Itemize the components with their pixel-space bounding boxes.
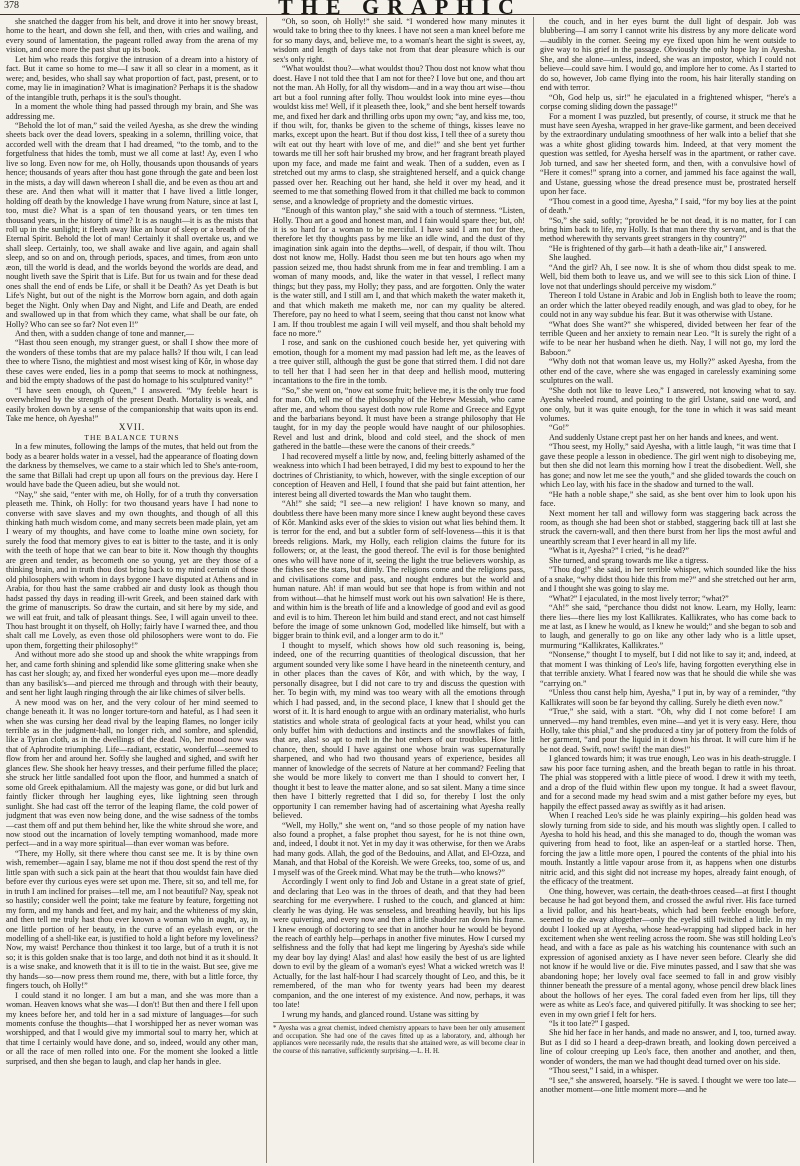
footnote: * Ayesha was a great chemist, indeed chemistry appears to have been her only amusement and occupation. She had one of the caves fitted up as a laboratory, and, although her appliances were necessarily rude, the results that she attained were, as will become clear in the course of this narrative, sufficiently surprising.—L. H. H.	[273, 1022, 525, 1055]
paragraph: the couch, and in her eyes burnt the dull light of despair. Job was blubbering—I am sorry I cannot write his distress by any more delicate word—audibly in the corner. Seeing my eye fixed upon him he went outside to give way to his grief in the passage. Obviously the only hope lay in Ayesha. She, and she alone—unless, indeed, she was an impostor, which I could not believe—could save him. I would go, and implore her to come. As I started to do so, however, Job came flying into the room, his hair literally standing on end with terror.	[540, 17, 796, 93]
paragraph: A new mood was on her, and the very colour of her mind seemed to change beneath it. It was no longer torture-torn and hateful, as I had seen it when she was cursing her dead rival by the leaping flames, no longer icily terrible as in the judgment-hall, no longer rich, and sombre, and splendid, like a Tyrian cloth, as in the dwellings of the dead. No, her mood now was that of Aphrodite triumphing. Life—radiant, ecstatic, wonderful—seemed to flow from her and around her. Softly she laughed and sighed, and swift her glances flew. She shook her heavy tresses, and their perfume filled the place; she struck her little sandalled foot upon the floor, and hummed a snatch of some old Greek epithalamium. All the majesty was gone, or did but lurk and faintly flicker through her laughing eyes, like lightning seen through sunlight. She had cast off the terror of the leaping flame, the cold power of judgment that was even now being done, and the wise sadness of the tombs—cast them off and put them behind her, like the white shroud she wore, and now stood out the incarnation of lovely tempting womanhood, made more perfect—and in a way more spiritual—than ever woman was before.	[6, 697, 258, 849]
paragraph: I wrung my hands, and glanced round. Ustane was sitting by	[282, 1009, 479, 1019]
paragraph: She turned, and sprang towards me like a tigress.	[549, 555, 709, 565]
paragraph: “Ah!” she said; “I see—a new religion! I have known so many, and doubtless there have been many more since I knew aught beyond these caves of Kôr. Mankind asks ever of the skies to vision out what lies behind them. It is terror for the end, and but a subtler form of self-loveness—this it is that breeds religions. Mark, my Holly, each religion claims the future for its followers; or, at the least, the good thereof. The evil is for those benighted ones who will have none of it, seeing the light the true believers worship, as the fishes see the stars, but dimly. The religions come and the religions pass, and civilisations come and pass, and nought endures but the world and human nature. Ah! if man would but see that hope is from within and not from without—that he himself must work out his own salvation! He is there, and within him is the breath of life and a knowledge of good and evil as good and evil is to him. Thereon let him build and stand erect, and not cast himself before the image of some unknown God, modelled like himself, but with a bigger brain to think evil, and a longer arm to do it.”	[273, 499, 525, 641]
paragraph: “What?” I ejaculated, in the most lively terror; “what?”	[549, 593, 729, 603]
paragraph: “Oh, God help us, sir!” he ejaculated in a frightened whisper, “here's a corpse coming sliding down the passage!”	[540, 92, 796, 112]
paragraph: “Oh, so soon, oh Holly!” she said. “I wondered how many minutes it would take to bring thee to thy knees. I have not seen a man kneel before me for so many days, and, believe me, to a woman's heart the sight is sweet, ay, wisdom and length of days take not from that dear pleasure which is our sex's only right.	[273, 17, 525, 64]
paragraph: “Nonsense,” thought I to myself, but I did not like to say it; and, indeed, at that moment I was thinking of Leo's life, having forgotten everything else in that terrible anxiety. What I feared now was that he should die while she was “carrying on.”	[540, 650, 796, 688]
paragraph: Next moment her tall and willowy form was staggering back across the room, as though she had been shot or stabbed, staggering back till at last she struck the cavern-wall, and then there burst from her lips the most awful and unearthly scream that I ever heard in all my life.	[540, 508, 796, 546]
paragraph: “Thou dog!” she said, in her terrible whisper, which sounded like the hiss of a snake, “why didst thou hide this from me?” and she stretched out her arm, and I thought she was going to slay me.	[540, 565, 796, 594]
column-right-text	[540, 17, 796, 1095]
paragraph: “Thou seest,” I said, in a whisper.	[549, 1066, 659, 1076]
column-rule	[533, 17, 534, 1163]
paragraph: “Why doth not that woman leave us, my Holly?” asked Ayesha, from the other end of the cave, where she was engaged in carelessly examining some sculptures on the wall.	[540, 357, 796, 386]
column-left	[6, 17, 258, 1163]
paragraph: In a few minutes, following the lamps of the mutes, that held out from the body as a bearer holds water in a vessel, had the appearance of floating down the darkness by themselves, we came to a stair which led to She's ante-room, the same that Billali had crept up upon all fours on the previous day. Here I would have bade the Queen adieu, but she would not.	[6, 442, 258, 490]
page-header	[0, 0, 800, 19]
paragraph: “There, my Holly, sit there where thou canst see me. It is by thine own wish, remember—again I say, blame me not if thou dost spend the rest of thy little span with such a sick pain at the heart that thou wouldst fain have died before ever thy curious eyes were set upon me. There, sit so, and tell me, for in truth I am inclined for praises—tell me, am I not beautiful? Nay, speak not so hastily; consider well the point; take me feature by feature, forgetting not my form, and my hands and feet, and my hair, and the whiteness of my skin, and then tell me truly hast thou ever known a woman who in aught, ay, in one little portion of her beauty, in the curve of an eyelash even, or the modelling of a shell-like ear, is justified to hold a light before my loveliness? Now, my waist! Perchance thou thinkest it too large, but of a truth it is not so; it is this golden snake that is too large, and doth not bind it as it should. It is a wise snake, and knoweth that it is ill to tie in the waist. But see, give me thy hands—so—now press them round me, there, with but a little force, thy fingers touch, oh Holly!”	[6, 848, 258, 991]
paragraph: In a moment the whole thing had passed through my brain, and She was addressing me.	[6, 102, 258, 121]
paragraph: “Go!”	[549, 423, 569, 433]
page-number: 378	[4, 0, 19, 11]
paragraph: “Unless thou canst help him, Ayesha,” I put in, by way of a reminder, “thy Kallikrates will soon be far beyond thy calling. Surely he dieth even now.”	[540, 688, 796, 707]
paragraph: “True,” she said, with a start. “Oh, why did I not come before! I am unnerved—my hand trembles, even mine—and yet it is very easy. Here, thou Holly, take this phial,” and she produced a tiny jar of pottery from the folds of her garment, “and pour the liquid in it down his throat. It will cure him if he be not dead. Swift, now! swift! the man dies!”	[540, 707, 796, 754]
paragraph: “So,” she said, softly; “provided he be not dead, it is no matter, for I can bring him back to life, my Holly. Is that man there thy servant, and is that the method wherewith thy servants greet strangers in thy country?”	[540, 215, 796, 244]
chapter-title: THE BALANCE TURNS	[84, 432, 180, 442]
paragraph: she snatched the dagger from his belt, and drove it into her snowy breast, home to the heart, and down she fell, and then, with cries and wailing, and every sound of lamentation, the pageant rolled away from the arena of my vision, and once more the past shut up its book.	[6, 17, 258, 55]
paragraph: “What does She want?” she whispered, divided between her fear of the terrible Queen and her anxiety to remain near Leo. “It is surely the right of a wife to be near her husband when he dieth. Nay, I will not go, my lord the Baboon.”	[540, 319, 796, 357]
paragraph: I rose, and sank on the cushioned couch beside her, yet quivering with emotion, though for a moment my mad passion had left me, as the leaves of a tree quiver still, although the gust be gone that stirred them. I did not dare to tell her that I had seen her in that deep and hellish mood, muttering incantations to the fire in the tomb.	[273, 338, 525, 386]
paragraph: “Behold the lot of man,” said the veiled Ayesha, as she drew the winding sheets back over the dead lovers, speaking in a solemn, thrilling voice, that accorded well with the dream that I had dreamed, “to the tomb, and to the forgetfulness that hides the tomb, must we all come at last! Ay, even I who live so long. Even now for me, oh Holly, thousands upon thousands of years hence; thousands of years after thou hast gone through the gate and been lost in the mists, a day will dawn whereon I shall die, and be even as thou art and these are. And then what will it matter that I have lived a little longer, holding off death by the knowledge I have wrung from Nature, since at last I, too, must die? What is a span of ten thousand years, or ten times ten thousand years, in the history of time? It is as naught—it is as the mists that roll up in the sunlight; it fleeth away like an hour of sleep or a breath of the Eternal Spirit. Behold the lot of man! Certainly it shall overtake us, and we shall sleep. Certainly, too, we shall awake and live again, and again shall sleep, and so on and on, through periods, spaces, and times, from æon unto æon, till the world is dead, and the worlds beyond the worlds are dead, and nought liveth save the Spirit that is Life. But for us twain and for these dead ones shall the end of ends be Life, or shall it be Death? As yet Death is but Life's Night, but out of the night is the Morrow born again, and doth again beget the Night. Only when Day and Night, and Life and Death, are ended and swallowed up in that from which they came, what shall be our fate, oh Holly? Who can see so far? Not even I!”	[6, 120, 258, 329]
paragraph: I thought to myself, which shows how old such reasoning is, being, indeed, one of the recurring quantities of theological discussion, that her argument sounded very like some I have heard in the nineteenth century, and in other places than the caves of Kôr, and with which, by the way, I personally disagree, but I did not care to try and discuss the question with her. To begin with, my mind was too weary with all the emotions through which I had passed, and, in the second place, I knew that I should get the worst of it. It is hard enough to argue with an ordinary materialist, who hurls statistics and whole strata of geological facts at your head, whilst you can only buffet him with deductions and instincts and the snowflakes of faith, that are, alas! so apt to melt in the hot embers of our troubles. How little chance, then, should I have against one whose brain was supernaturally sharpened, and who had two thousand years of experience, besides all manner of knowledge of the secrets of Nature at her command? Feeling that she would be more likely to convert me than I should to convert her, I thought it best to leave the matter alone, and so sat silent. Many a time since then have I bitterly regretted that I did so, for thereby I lost the only opportunity I can remember having had of ascertaining what Ayesha really believed.	[273, 640, 525, 821]
paragraph: “He hath a noble shape,” she said, as she bent over him to look upon his face.	[540, 489, 796, 509]
paragraph: “Well, my Holly,” she went on, “and so those people of my nation have also found a prophet, a false prophet thou sayest, for he is not thine own, and, indeed, I doubt it not. Yet in my day it was otherwise, for then we Arabs had many gods. Allah, the god of the Bedouins, and Allat, and El-Ozza, and Manah, and that Hobal of the Koreish. We were Greeks, too, some of us, and I myself was of the Greek mind. What may be the truth—who knows?”	[273, 820, 525, 877]
paragraph: “And the girl? Ah, I see now. It is she of whom thou didst speak to me. Well, bid them both to leave us, and we will see to this sick Lion of thine. I love not that underlings should perceive my wisdom.”	[540, 262, 796, 291]
column-left-bottom-text	[6, 442, 258, 1066]
column-middle-text	[273, 17, 525, 1019]
paragraph: Accordingly I went only to find Job and Ustane in a great state of grief, and declaring that Leo was in the throes of death, and that they had been searching for me everywhere. I rushed to the couch, and glanced at him: clearly he was dying. He was senseless, and breathing heavily, but his lips were quivering, and every now and then a little shudder ran down his frame. I knew enough of doctoring to see that in another hour he would be beyond the reach of earthly help—perhaps in another five minutes. How I cursed my selfishness and the folly that had kept me lingering by Ayesha's side while my dear boy lay dying! Alas! and alas! how easily the best of us are lighted down to evil by the gleam of a woman's eyes! What a wicked wretch was I! Actually, for the last half-hour I had scarcely thought of Leo, and this, be it remembered, of the man who for twenty years had been my dearest companion, and the one interest of my existence. And now, perhaps, it was too late!	[273, 877, 525, 1010]
masthead: THE GRAPHIC	[278, 0, 522, 19]
column-right	[540, 17, 796, 1163]
paragraph: “So,” she went on, “now eat some fruit; believe me, it is the only true food for man. Oh, tell me of the philosophy of the Hebrew Messiah, who came after me, and whom thou sayest doth now rule Rome and Greece and Egypt and the barbarians beyond. It must have been a strange philosophy that He taught, for in my day the people would have naught of our philosophies. Revel and lust and drink, blood and cold steel, and the shock of men gathered in the battle—these were the canons of their creeds.”	[273, 385, 525, 452]
chapter-number: XVII.	[118, 422, 146, 433]
paragraph: Thereon I told Ustane in Arabic and Job in English both to leave the room; an order which the latter obeyed readily enough, and was glad to obey, for he could not in any way subdue his fear. But it was otherwise with Ustane.	[540, 291, 796, 320]
paragraph: “Is it too late?” I gasped.	[549, 1019, 630, 1029]
paragraph: When I reached Leo's side he was plainly expiring—his golden head was slowly turning from side to side, and his mouth was slightly open. I called to Ayesha to hold his head, and this she managed to do, though the woman was quivering from head to foot, like an aspen-leaf or a startled horse. Then, forcing the jaw a little more open, I poured the contents of the phial into his mouth. Instantly a little vapour arose from it, as happens when one disturbs nitric acid, and this sight did not increase my hopes, already faint enough, of the efficacy of the treatment.	[540, 811, 796, 887]
paragraph: And suddenly Ustane crept past her on her hands and knees, and went.	[549, 432, 779, 442]
paragraph: And then, with a sudden change of tone and manner,—	[15, 328, 195, 338]
paragraph: She hid her face in her hands, and made no answer, and I, too, turned away. But as I did so I heard a deep-drawn breath, and looking down perceived a line of colour creeping up Leo's face, then another and another, and then, wonder of wonders, the man we had thought dead turned over on his side.	[540, 1028, 796, 1066]
paragraph: I could stand it no longer. I am but a man, and she was more than a woman. Heaven knows what she was—I don't! But then and there I fell upon my knees before her, and told her in a sad mixture of languages—for such moments confuse the thoughts—that I worshipped her as never woman was worshipped, and that I would give my immortal soul to marry her, which at that time I certainly would have done, and so, indeed, would any other man, or all the race of men rolled into one. For the moment she looked a little surprised, and then she began to laugh, and clap her hands in glee.	[6, 990, 258, 1066]
paragraph: “He is frightened of thy garb—it hath a death-like air,” I answered.	[549, 243, 767, 253]
paragraph: “Nay,” she said, “enter with me, oh Holly, for of a truth thy conversation pleaseth me. Think, oh Holly: for two thousand years have I had none to converse with save slaves and my own thoughts, and though of all this thinking hath much wisdom come, and many secrets been made plain, yet am I weary of my thoughts, and have come to loathe mine own society, for surely the food that memory gives to eat is bitter to the taste, and it is only with the teeth of hope that we can bear to bite it. Now though thy thoughts are green and tender, as becometh one so young, yet are they those of a thinking brain, and in truth thou dost bring back to my mind certain of those old philosophers with whom in days bygone I have disputed at Athens and in Arabia, for thou hast the same crabbed air and dusty look as though thou hadst passed thy days in reading ill-writ Greek, and been stained dark with the grime of manuscripts. So draw the curtain, and sit here by my side, and we will eat fruit, and talk of pleasant things. See, I will again unveil to thee. Thou hast brought it on thyself, oh Holly; fairly have I warned thee, and thou shalt call me Lovely, as even those old philosophers were wont to do. Fie upon them, forgetting their philosophy!”	[6, 489, 258, 650]
paragraph: “I have seen enough, oh Queen,” I answered. “My feeble heart is overwhelmed by the strength of the present Death. Mortality is weak, and easily broken down by a sense of the companionship that waits upon its end. Take me hence, oh Ayesha!”	[6, 385, 258, 424]
paragraph: “Thou comest in a good time, Ayesha,” I said, “for my boy lies at the point of death.”	[540, 196, 796, 216]
paragraph: “She doth not like to leave Leo,” I answered, not knowing what to say. Ayesha wheeled round, and pointing to the girl Ustane, said one word, and one only, but it was quite enough, for the tone in which it was said meant volumes.	[540, 385, 796, 424]
paragraph: She laughed.	[549, 253, 591, 263]
paragraph: “I see,” she answered, hoarsely. “He is saved. I thought we were too late—another moment—one little moment more—and he	[540, 1075, 796, 1095]
paragraph: “Hast thou seen enough, my stranger guest, or shall I show thee more of the wonders of these tombs that are my palace halls? If thou wilt, I can lead thee to where Tisno, the mightiest and most wisest king of Kôr, in whose day these caves were ended, lies in a pomp that seems to mock at nothingness, and bid the empty shadows of the past do homage to his sculptured vanity!”	[6, 338, 258, 386]
paragraph: “Ah!” she said, “perchance thou didst not know. Learn, my Holly, learn: there lies—there lies my lost Kallikrates. Kallikrates, who has come back to me at last, as I knew he would, as I knew he would;” and she began to sob and to laugh, and generally to go on like any other lady who is a little upset, murmuring “Kallikrates, Kallikrates.”	[540, 603, 796, 650]
paragraph: “Enough of this wanton play,” she said with a touch of sternness. “Listen, Holly. Thou art a good and honest man, and I fain would spare thee; but, oh! it is so hard for a woman to be merciful. I have said I am not for thee, therefore let thy thoughts pass by me like an idle wind, and the dust of thy imagination sink again into the depths—well, of despair, if thou wilt. Thou dost not know me, Holly. Hadst thou seen me but ten hours ago when my passion seized me, thou hadst shrunk from me in fear and trembling. I am a woman of many moods, and, like the water in that vessel, I reflect many things; but they pass, my Holly; they pass, and are forgotten. Only the water is the water still, and I still am I, and that which maketh the water maketh it, and that which maketh me maketh me, nor can my quality be altered. Therefore, pay no heed to what I seem, seeing that thou canst not know what I am. If thou troublest me again I will veil myself, and thou shalt behold my face no more.”	[273, 206, 525, 338]
paragraph: And without more ado she stood up and shook the white wrappings from her, and came forth shining and splendid like some glittering snake when she has cast her slough; ay, and fixed her wonderful eyes upon me—more deadly than any basilisk's—and pierced me through and through with their beauty, and sent her light laugh ringing through the air like chimes of silver bells.	[6, 650, 258, 698]
paragraph: For a moment I was puzzled, but presently, of course, it struck me that he must have seen Ayesha, wrapped in her grave-like garment, and been deceived by the extraordinary undulating smoothness of her walk into a belief that she was a white ghost gliding towards him. Indeed, at that very moment the question was settled, for Ayesha herself was in the apartment, or rather cave. Job turned, and saw her sheeted form, and then, with a convulsive howl of “Here it comes!” sprang into a corner, and jammed his face against the wall, and Ustane, guessing whose the dread presence must be, prostrated herself upon her face.	[540, 111, 796, 197]
paragraph: “Thou seest, my Holly,” said Ayesha, with a little laugh, “it was time that I gave these people a lesson in obedience. The girl went nigh to disobeying me, but then she did not learn this morning how I treat the disobedient. Well, she has gone; and now let me see the youth,” and she glided towards the couch on which Leo lay, with his face in the shadow and turned to the wall.	[540, 442, 796, 490]
paragraph: One thing, however, was certain, the death-throes ceased—at first I thought because he had got beyond them, and crossed the awful river. His face turned a livid pallor, and his heart-beats, which had been feeble enough before, seemed to die away altogether—only the eyelid still twitched a little. In my doubt I looked up at Ayesha, whose head-wrapping had slipped back in her excitement when she went reeling across the room. She was still holding Leo's head, and with a face as pale as his watching his countenance with such an expression of agonised anxiety as I have never seen before. Clearly she did not know if he would live or die. Five minutes passed, and I saw that she was abandoning hope; her lovely oval face seemed to fall in and grow visibly thinner beneath the pressure of a mental agony, whose pencil drew black lines about the hollows of her eyes. The coral faded even from her lips, till they were as white as Leo's face, and quivered pitifully. It was shocking to see her; even in my own grief I felt for hers.	[540, 886, 796, 1019]
column-rule	[266, 17, 267, 1163]
paragraph: “What is it, Ayesha?” I cried, “is he dead?”	[549, 546, 690, 556]
column-left-top-text	[6, 17, 258, 423]
paragraph: “What wouldst thou?—what wouldst thou? Thou dost not know what thou doest. Have I not told thee that I am not for thee? I love but one, and thou art not the man. Ah Holly, for all thy wisdom—and in a way thou art wise—thou art but a fool running after folly. Thou wouldst look into mine eyes—thou wouldst kiss me! Well, if it pleaseth thee, look,” and she bent herself towards me, and fixed her dark and thrilling orbs upon my own; “ay, and kiss me, too, if thou wilt, for, thanks be given to the scheme of things, kisses leave no marks, except upon the heart. But if thou dost kiss, I tell thee of a surety thou wilt eat out thy heart with love of me, and die!” and she bent yet further towards me till her soft hair brushed my brow, and her fragrant breath played upon my face, and made me faint and weak. Then of a sudden, even as I stretched out my arms to clasp, she straightened herself, and a quick change passed over her. Reaching out her hand, she held it over my head, and it seemed to me that something flowed from it that chilled me back to common sense, and a knowledge of propriety and the domestic virtues.	[273, 64, 525, 206]
column-middle	[273, 17, 525, 1163]
paragraph: I had recovered myself a little by now, and, feeling bitterly ashamed of the weakness into which I had been betrayed, I did my best to expound to her the doctrines of Christianity, to which, however, with the single exception of our conception of Heaven and Hell, I found that she paid but faint attention, her interest being all diverted towards the Man who taught them.	[273, 451, 525, 499]
paragraph: Let him who reads this forgive the intrusion of a dream into a history of fact. But it came so home to me—I saw it all so clear in a moment, as it were; and, besides, who shall say what proportion of fact, past, present, or to come, may lie in imagination? What is imagination? Perhaps it is the shadow of the intangible truth, perhaps it is the soul's thought.	[6, 54, 258, 102]
paragraph: I glanced towards him; it was true enough, Leo was in his death-struggle. I saw his poor face turning ashen, and the breath began to rattle in his throat. The phial was stoppered with a little piece of wood. I drew it with my teeth, and a drop of the fluid within flew upon my tongue. It had a sweet flavour, and for a second made my head swim and a mist gather before my eyes, but happily the effect passed away as swiftly as it had arisen.	[540, 754, 796, 811]
